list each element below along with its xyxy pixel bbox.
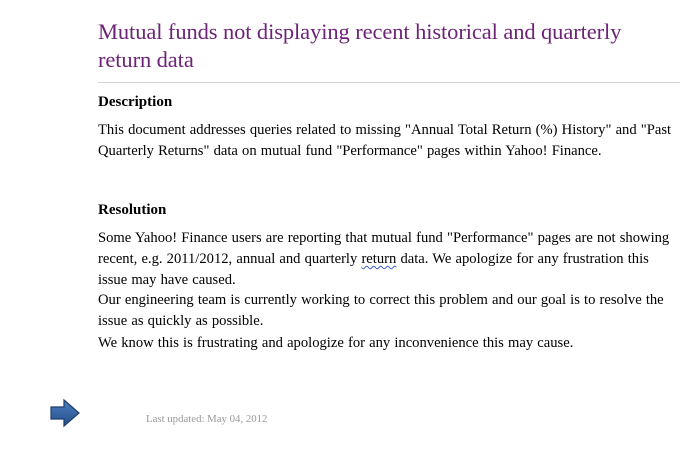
spellcheck-marked-word: return	[361, 251, 397, 267]
resolution-paragraph-1-start: Some Yahoo! Finance users are reporting that mutual fund "Performance" pages are not showing recent, e.g. 2011/2012, annual and quarterly	[98, 230, 670, 267]
title-divider	[98, 82, 680, 83]
last-updated-text: Last updated: May 04, 2012	[146, 413, 268, 425]
description-text: This document addresses queries related to missing "Annual Total Return (%) History" and "Past Quarterly Returns" data on mutual fund "Performance" pages within Yahoo! Finance.	[98, 122, 672, 159]
resolution-paragraph-1	[98, 228, 673, 291]
description-heading: Description	[98, 94, 173, 110]
resolution-paragraph-1-end: data. We apologize for any frustration this issue may have caused.	[98, 251, 649, 288]
resolution-paragraph-3: We know this is frustrating and apologize for any inconvenience this may cause.	[98, 335, 574, 351]
right-arrow-icon[interactable]	[49, 397, 81, 429]
resolution-paragraph-2: Our engineering team is currently working to correct this problem and our goal is to resolve the issue as quickly as possible.	[98, 292, 664, 329]
article-title: Mutual funds not displaying recent historical and quarterly return data	[98, 19, 622, 72]
resolution-heading: Resolution	[98, 202, 167, 218]
